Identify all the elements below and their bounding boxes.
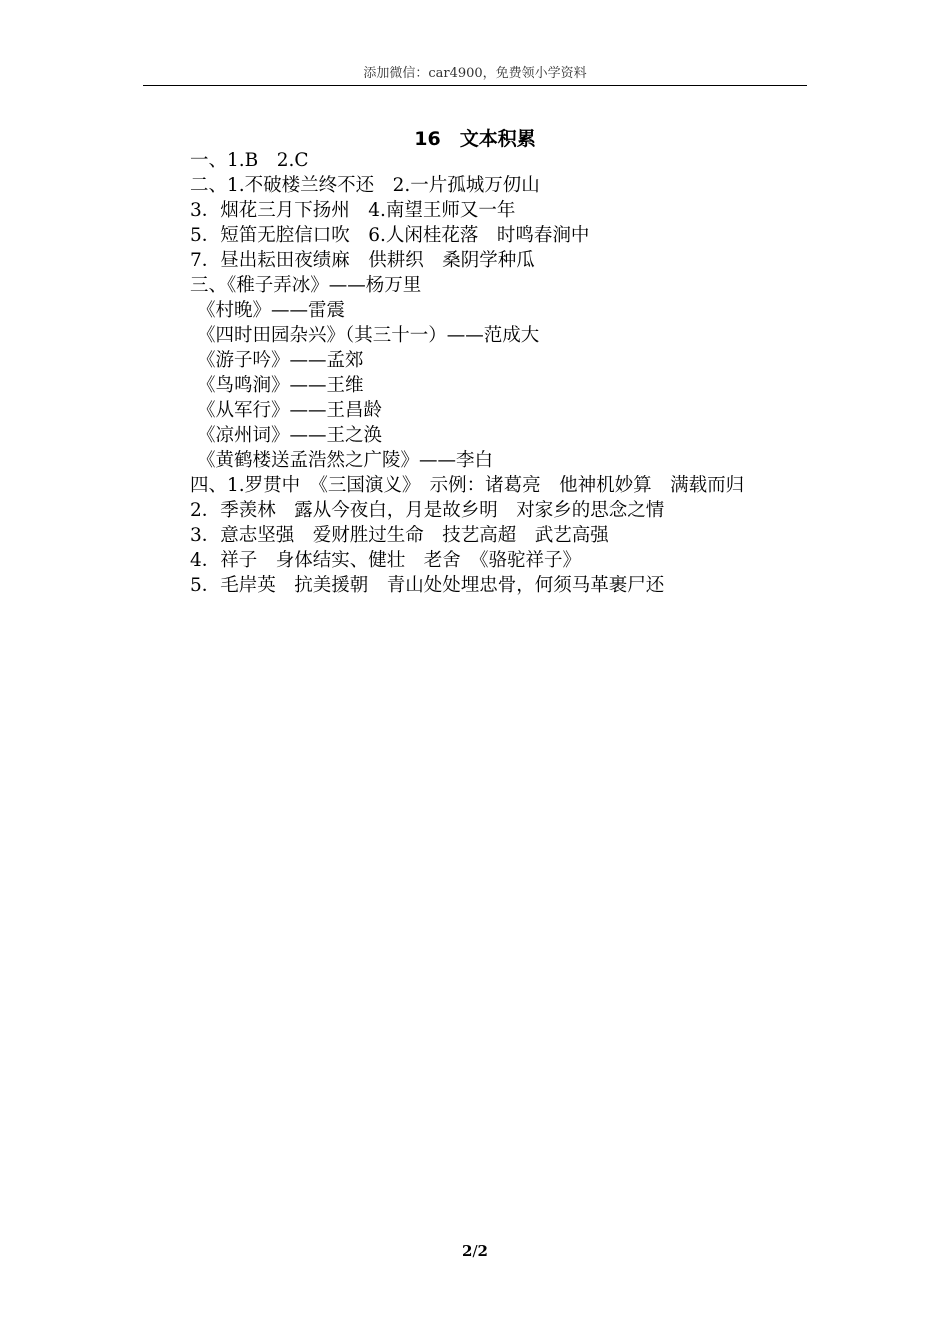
answer-line-2: 二、1.不破楼兰终不还 2.一片孤城万仞山: [190, 175, 540, 196]
answer-line-3: 3．烟花三月下扬州 4.南望王师又一年: [190, 200, 516, 221]
answer-line-12: 《凉州词》——王之涣: [197, 425, 383, 446]
answer-line-9: 《游子吟》——孟郊: [197, 350, 364, 371]
answer-line-17: 4．祥子 身体结实、健壮 老舍 《骆驼祥子》: [190, 550, 582, 571]
answer-line-10: 《鸟鸣涧》——王维: [197, 375, 364, 396]
page-number: [0, 1242, 950, 1260]
answer-content: [145, 148, 807, 598]
answer-line-8: 《四时田园杂兴》（其三十一）——范成大: [197, 325, 540, 346]
header-rule: [143, 85, 807, 86]
answer-line-16: 3．意志坚强 爱财胜过生命 技艺高超 武艺高强: [190, 525, 609, 546]
answer-line-5: 7．昼出耘田夜绩麻 供耕织 桑阴学种瓜: [190, 250, 535, 271]
page-separator: /: [472, 1242, 478, 1260]
page-header: 添加微信：car4900，免费领小学资料: [363, 66, 587, 81]
answer-line-18: 5．毛岸英 抗美援朝 青山处处埋忠骨，何须马革裹尸还: [190, 575, 665, 596]
page-total: 2: [477, 1242, 488, 1260]
answer-line-14: 四、1.罗贯中 《三国演义》 示例：诸葛亮 他神机妙算 满载而归: [190, 475, 745, 496]
answer-line-15: 2．季羡林 露从今夜白，月是故乡明 对家乡的思念之情: [190, 500, 665, 521]
page-title: 16 文本积累: [414, 128, 536, 150]
answer-line-1: 一、1.B 2.C: [190, 150, 309, 171]
answer-line-7: 《村晚》——雷震: [197, 300, 346, 321]
page-current: 2: [462, 1242, 473, 1260]
answer-line-11: 《从军行》——王昌龄: [197, 400, 383, 421]
answer-line-4: 5．短笛无腔信口吹 6.人闲桂花落 时鸣春涧中: [190, 225, 590, 246]
answer-line-6: 三、《稚子弄冰》——杨万里: [190, 275, 422, 296]
answer-line-13: 《黄鹤楼送孟浩然之广陵》——李白: [197, 450, 494, 471]
